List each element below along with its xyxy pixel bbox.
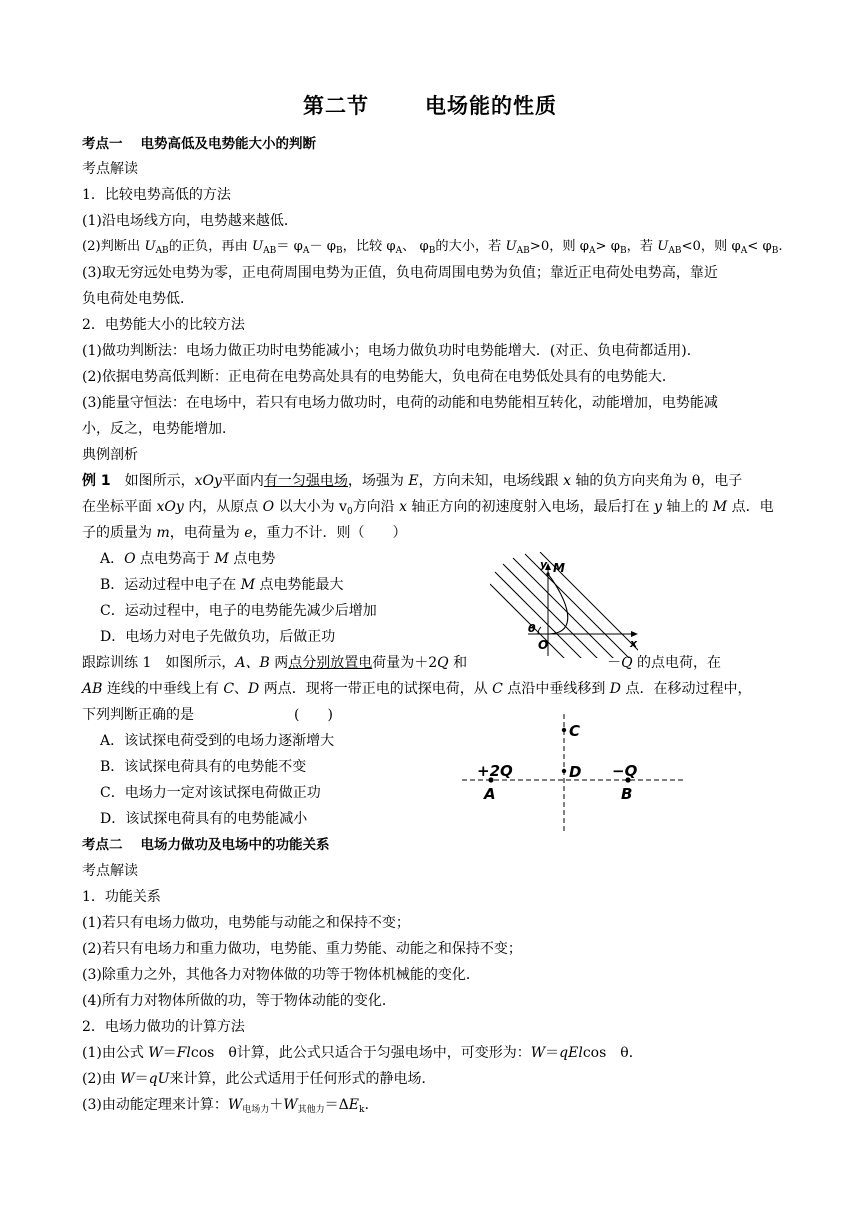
training1-option-a: A．该试探电荷受到的电场力逐渐增大 — [100, 733, 335, 749]
example1-line1: 例 1 如图所示，xOy平面内有一匀强电场，场强为 E，方向未知，电场线跟 x 轴的负方向夹角为 θ，电子 — [82, 473, 743, 489]
s2-p2-item2: (2)由 W＝qU来计算，此公式适用于任何形式的静电场． — [82, 1071, 436, 1087]
label-plus-2q: +2Q — [477, 762, 513, 780]
label-m: M — [553, 561, 565, 575]
s1-p2-item3-line2: 小，反之，电势能增加． — [82, 421, 236, 437]
training1-option-b: B．该试探电荷具有的电势能不变 — [100, 759, 307, 775]
s2-p2-title: 2．电场力做功的计算方法 — [82, 1019, 245, 1035]
label-theta: θ — [528, 622, 536, 635]
example1-line2: 在坐标平面 xOy 内，从原点 O 以大小为 $v_0$方向沿 x 轴正方向的初速度射入电场，最后打在 y 轴上的 M 点．电 — [82, 499, 774, 517]
s2-p1-item3: (3)除重力之外，其他各力对物体做的功等于物体机械能的变化． — [82, 967, 480, 983]
section1-subheading: 考点解读 — [82, 161, 138, 177]
s1-p1-item3-line2: 负电荷处电势低． — [82, 291, 194, 307]
training1-option-d: D．该试探电荷具有的电势能减小 — [100, 811, 308, 827]
example1-option-c: C．运动过程中，电子的电势能先减少后增加 — [100, 603, 377, 619]
s1-p1-title: 1．比较电势高低的方法 — [82, 187, 231, 203]
s1-p2-item1: (1)做功判断法：电场力做正功时电势能减小；电场力做负功时电势能增大．(对正、负电荷都适用)． — [82, 343, 701, 359]
label-c: C — [569, 722, 581, 740]
example1-line3: 子的质量为 m，电荷量为 e，重力不计．则（ ） — [82, 525, 407, 541]
training1-line1: 跟踪训练 1 如图所示，A、B 两点分别放置电荷量为＋2Q 和 －Q 的点电荷，在 — [82, 655, 722, 671]
point-d — [562, 769, 566, 773]
electron-trajectory — [548, 574, 568, 634]
s1-p1-item1: (1)沿电场线方向，电势越来越低． — [82, 213, 298, 229]
section2-subheading: 考点解读 — [82, 863, 138, 879]
s2-p1-item1: (1)若只有电场力做功，电势能与动能之和保持不变； — [82, 915, 410, 931]
example1-option-a: A．O 点电势高于 M 点电势 — [100, 551, 276, 567]
s1-p2-title: 2．电势能大小的比较方法 — [82, 317, 245, 333]
s2-p1-item4: (4)所有力对物体所做的功，等于物体动能的变化． — [82, 993, 396, 1009]
s1-p1-item2: (2)判断出 $U_{AB}$的正负，再由 $U_{AB}= \varphi_A- \varphi_B$，比较 $\varphi_A$、 $\varphi_B$的大小，若 $U_{AB}>0$，则 $\varphi_A> \varphi_B$，若 $U_{AB}<0$，则 $\varphi_A< \varphi_B$. — [82, 239, 783, 256]
field-line — [513, 558, 617, 662]
example1-option-b: B．运动过程中电子在 M 点电势能最大 — [100, 577, 344, 593]
page-title — [0, 90, 860, 120]
s2-p2-item1: (1)由公式 W＝Flcos θ计算，此公式只适合于匀强电场中，可变形为：W＝qElcos θ． — [82, 1045, 643, 1061]
section1-heading: 考点一 电势高低及电势能大小的判断 — [82, 136, 316, 152]
example1-field-figure — [490, 552, 650, 662]
example1-option-d: D．电场力对电子先做负功，后做正功 — [100, 629, 336, 645]
training1-line3: 下列判断正确的是 ( ) — [82, 707, 333, 723]
s2-p1-item2: (2)若只有电场力和重力做功，电势能、重力势能、动能之和保持不变； — [82, 941, 522, 957]
s2-p1-title: 1．功能关系 — [82, 889, 161, 905]
label-b: B — [621, 785, 633, 803]
section2-heading: 考点二 电场力做功及电场中的功能关系 — [82, 837, 330, 853]
point-m — [546, 572, 549, 575]
s1-p2-item3-line1: (3)能量守恒法：在电场中，若只有电场力做功时，电荷的动能和电势能相互转化，动能增加，电势能减 — [82, 395, 718, 411]
s1-p1-item3-line1: (3)取无穷远处电势为零，正电荷周围电势为正值，负电荷周围电势为负值；靠近正电荷处电势高，靠近 — [82, 265, 718, 281]
example-subheading: 典例剖析 — [82, 447, 138, 463]
label-x: x — [630, 637, 638, 650]
label-o: O — [538, 638, 549, 652]
s1-p2-item2: (2)依据电势高低判断：正电荷在电势高处具有的电势能大，负电荷在电势低处具有的电势能大． — [82, 369, 676, 385]
s2-p2-item3: (3)由动能定理来计算：$W_{电场力}+W_{其他力}=\Delta E_k$. — [82, 1097, 369, 1115]
label-minus-q: −Q — [612, 762, 638, 780]
label-a: A — [484, 785, 496, 803]
point-c — [562, 728, 566, 732]
label-y: y — [540, 558, 548, 571]
training1-line2: AB 连线的中垂线上有 C、D 两点．现将一带正电的试探电荷，从 C 点沿中垂线移到 D 点．在移动过程中， — [82, 681, 752, 697]
training1-option-c: C．电场力一定对该试探电荷做正功 — [100, 785, 321, 801]
label-d: D — [569, 763, 582, 781]
example1-label: 例 1 — [82, 473, 111, 489]
title-section: 第二节 — [303, 94, 369, 118]
title-topic: 电场能的性质 — [425, 94, 557, 118]
training1-charges-figure — [460, 712, 690, 836]
